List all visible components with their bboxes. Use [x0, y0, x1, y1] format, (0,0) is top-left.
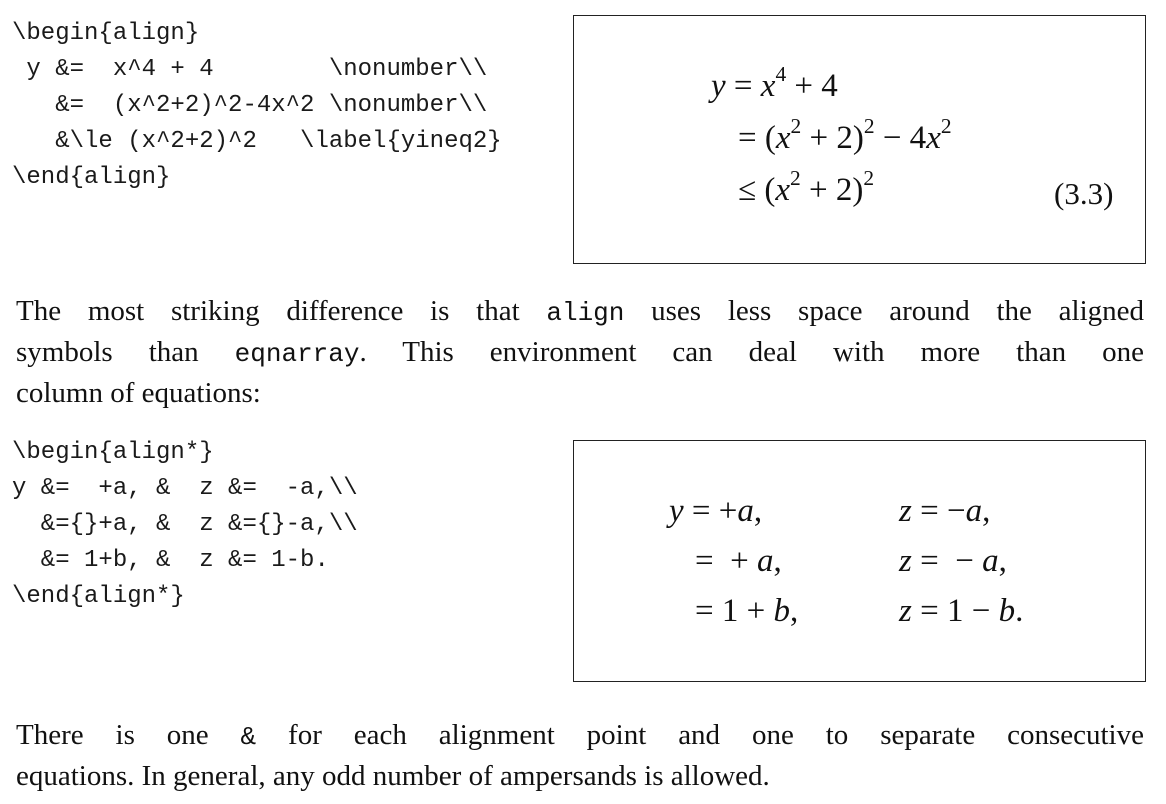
align-code-listing: [12, 16, 502, 196]
equation-row-2-left: = + a,: [695, 543, 782, 579]
code-line: \begin{align}: [12, 20, 200, 47]
equation-number: (3.3): [1054, 176, 1114, 211]
code-line: \end{align}: [12, 164, 171, 191]
inline-code-align: align: [546, 298, 625, 328]
code-line: &={}+a, & z &={}-a,\\: [12, 511, 358, 538]
equation-row-3-left: = 1 + b,: [695, 593, 799, 629]
equation-row-3-right: z = 1 − b.: [899, 593, 1024, 629]
equation-row-1-right: z = −a,: [899, 493, 991, 529]
equation-row-1-left: y = +a,: [669, 493, 763, 529]
equation-line-3: ≤ $(x^2 + 2)^2$: [738, 166, 875, 208]
align-output-box: [573, 15, 1146, 264]
paragraph-align-spacing: The most striking difference is that align uses less space around the aligned symbols than eqnarray. This environment can deal with more than one column of equations:: [16, 295, 1144, 409]
code-line: y &= +a, & z &= -a,\\: [12, 475, 358, 502]
code-line: y &= x^4 + 4 \nonumber\\: [12, 56, 488, 83]
code-line: &\le (x^2+2)^2 \label{yineq2}: [12, 128, 502, 155]
code-line: &= 1+b, & z &= 1-b.: [12, 547, 329, 574]
align-star-code-listing: [12, 435, 358, 615]
code-line: &= (x^2+2)^2-4x^2 \nonumber\\: [12, 92, 488, 119]
inline-code-ampersand: &: [240, 722, 257, 752]
equation-row-2-right: z = − a,: [899, 543, 1007, 579]
code-line: \end{align*}: [12, 583, 185, 610]
equation-line-1: $y = x^4 + 4$: [711, 62, 838, 104]
equation-line-2: = $(x^2 + 2)^2 - 4x^2$: [738, 114, 952, 156]
code-line: \begin{align*}: [12, 439, 214, 466]
paragraph-ampersands: There is one & for each alignment point and one to separate consecutive equations. In general, any odd number of ampersands is allowed.: [16, 719, 1144, 792]
align-star-output-box: [573, 440, 1146, 682]
inline-code-eqnarray: eqnarray: [234, 339, 360, 369]
